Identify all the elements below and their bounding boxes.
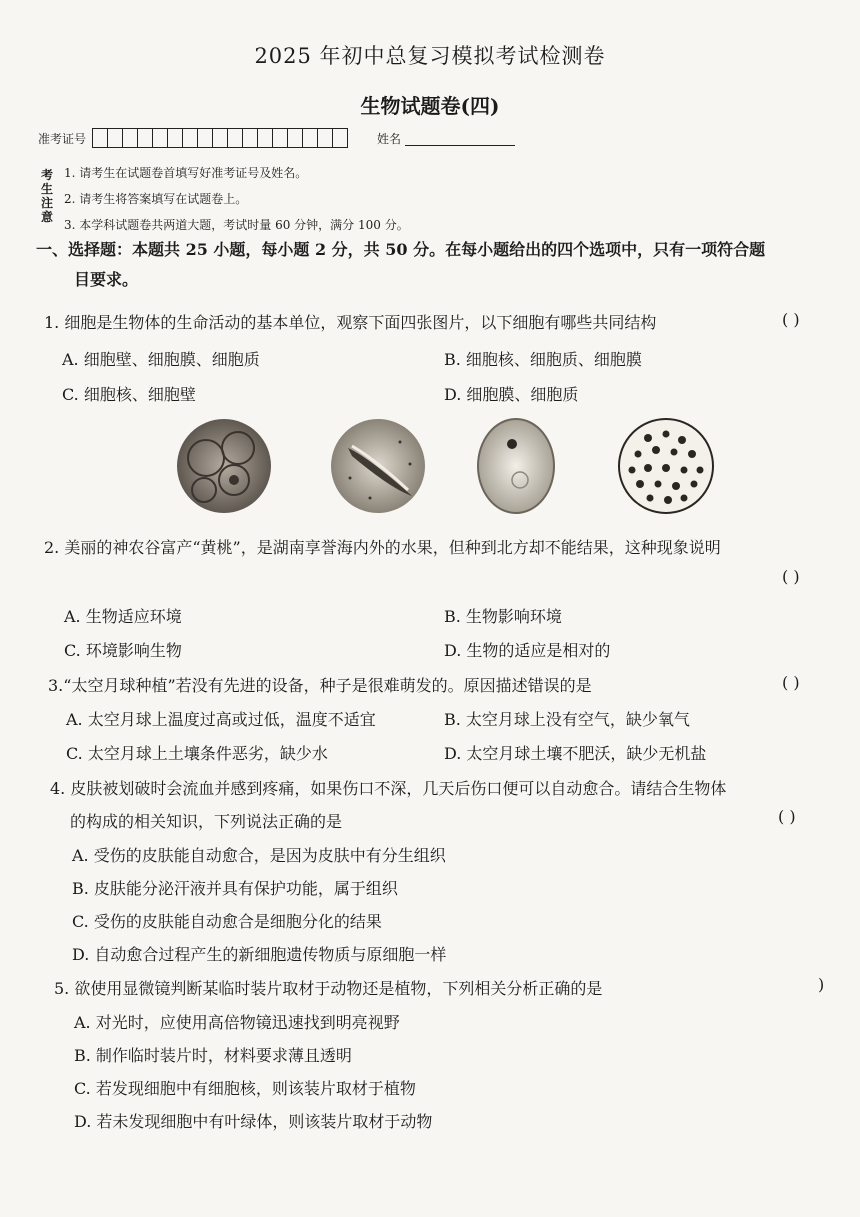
elongated-cell-image bbox=[330, 418, 426, 514]
name-field[interactable] bbox=[405, 131, 515, 146]
question-4-answer-paren[interactable]: ( ) bbox=[778, 807, 796, 826]
cell-images bbox=[0, 418, 860, 518]
question-5-option-a: A. 对光时，应使用高倍物镜迅速找到明亮视野 bbox=[74, 1013, 400, 1032]
question-2-stem: 2. 美丽的神农谷富产“黄桃”，是湖南享誉海内外的水果，但种到北方却不能结果，这种现象说明 bbox=[44, 538, 721, 557]
section-heading-line2: 目要求。 bbox=[74, 270, 139, 289]
question-2-option-d: D. 生物的适应是相对的 bbox=[444, 641, 611, 660]
plant-tissue-image bbox=[176, 418, 272, 514]
id-number-boxes[interactable] bbox=[92, 128, 347, 148]
candidate-info-row bbox=[38, 127, 515, 149]
question-1-option-a: A. 细胞壁、细胞膜、细胞质 bbox=[62, 350, 260, 369]
exam-subtitle: 生物试题卷(四) bbox=[360, 94, 500, 118]
question-5-stem: 5. 欲使用显微镜判断某临时装片取材于动物还是植物，下列相关分析正确的是 bbox=[54, 979, 603, 998]
question-1-option-d: D. 细胞膜、细胞质 bbox=[444, 385, 579, 404]
question-4-option-b: B. 皮肤能分泌汗液并具有保护功能，属于组织 bbox=[72, 879, 398, 898]
question-4-option-d: D. 自动愈合过程产生的新细胞遗传物质与原细胞一样 bbox=[72, 945, 447, 964]
question-1-option-c: C. 细胞核、细胞壁 bbox=[62, 385, 196, 404]
notice-item: 2. 请考生将答案填写在试题卷上。 bbox=[64, 192, 248, 206]
question-3-stem: 3.“太空月球种植”若没有先进的设备，种子是很难萌发的。原因描述错误的是 bbox=[48, 676, 592, 695]
notice-item: 1. 请考生在试题卷首填写好准考证号及姓名。 bbox=[64, 166, 308, 180]
question-3-option-d: D. 太空月球土壤不肥沃，缺少无机盐 bbox=[444, 744, 707, 763]
question-4-stem-line1: 4. 皮肤被划破时会流血并感到疼痛，如果伤口不深，几天后伤口便可以自动愈合。请结合生物体 bbox=[50, 779, 727, 798]
id-label: 准考证号 bbox=[38, 131, 87, 146]
dotted-cells-image bbox=[618, 418, 714, 514]
question-1-stem: 1. 细胞是生物体的生命活动的基本单位，观察下面四张图片，以下细胞有哪些共同结构 bbox=[44, 313, 657, 332]
question-5-answer-paren[interactable]: ) bbox=[818, 975, 825, 994]
question-2-option-b: B. 生物影响环境 bbox=[444, 607, 562, 626]
question-4-stem-line2: 的构成的相关知识，下列说法正确的是 bbox=[70, 812, 343, 831]
question-5-option-d: D. 若未发现细胞中有叶绿体，则该装片取材于动物 bbox=[74, 1112, 433, 1131]
notice-item: 3. 本学科试题卷共两道大题，考试时量 60 分钟，满分 100 分。 bbox=[64, 218, 409, 232]
section-heading-line1: 一、选择题：本题共 25 小题，每小题 2 分，共 50 分。在每小题给出的四个选项中，只有一项符合题 bbox=[36, 240, 766, 259]
question-5-option-b: B. 制作临时装片时，材料要求薄且透明 bbox=[74, 1046, 352, 1065]
question-2-answer-paren[interactable]: ( ) bbox=[782, 567, 800, 586]
notice-tag: 考生注意 bbox=[40, 168, 53, 224]
question-3-option-b: B. 太空月球上没有空气，缺少氧气 bbox=[444, 710, 690, 729]
question-5-option-c: C. 若发现细胞中有细胞核，则该装片取材于植物 bbox=[74, 1079, 416, 1098]
section-heading bbox=[36, 235, 841, 295]
question-3-answer-paren[interactable]: ( ) bbox=[782, 673, 800, 692]
egg-cell-image bbox=[476, 418, 556, 514]
question-3-option-c: C. 太空月球上土壤条件恶劣，缺少水 bbox=[66, 744, 328, 763]
question-1-answer-paren[interactable]: ( ) bbox=[782, 310, 800, 329]
name-label: 姓名 bbox=[377, 131, 402, 146]
question-4-option-c: C. 受伤的皮肤能自动愈合是细胞分化的结果 bbox=[72, 912, 382, 931]
question-4-option-a: A. 受伤的皮肤能自动愈合，是因为皮肤中有分生组织 bbox=[72, 846, 446, 865]
question-2-option-c: C. 环境影响生物 bbox=[64, 641, 182, 660]
question-2-option-a: A. 生物适应环境 bbox=[64, 607, 182, 626]
question-3-option-a: A. 太空月球上温度过高或过低，温度不适宜 bbox=[66, 710, 376, 729]
exam-title: 2025 年初中总复习模拟考试检测卷 bbox=[254, 44, 606, 68]
question-1-option-b: B. 细胞核、细胞质、细胞膜 bbox=[444, 350, 642, 369]
